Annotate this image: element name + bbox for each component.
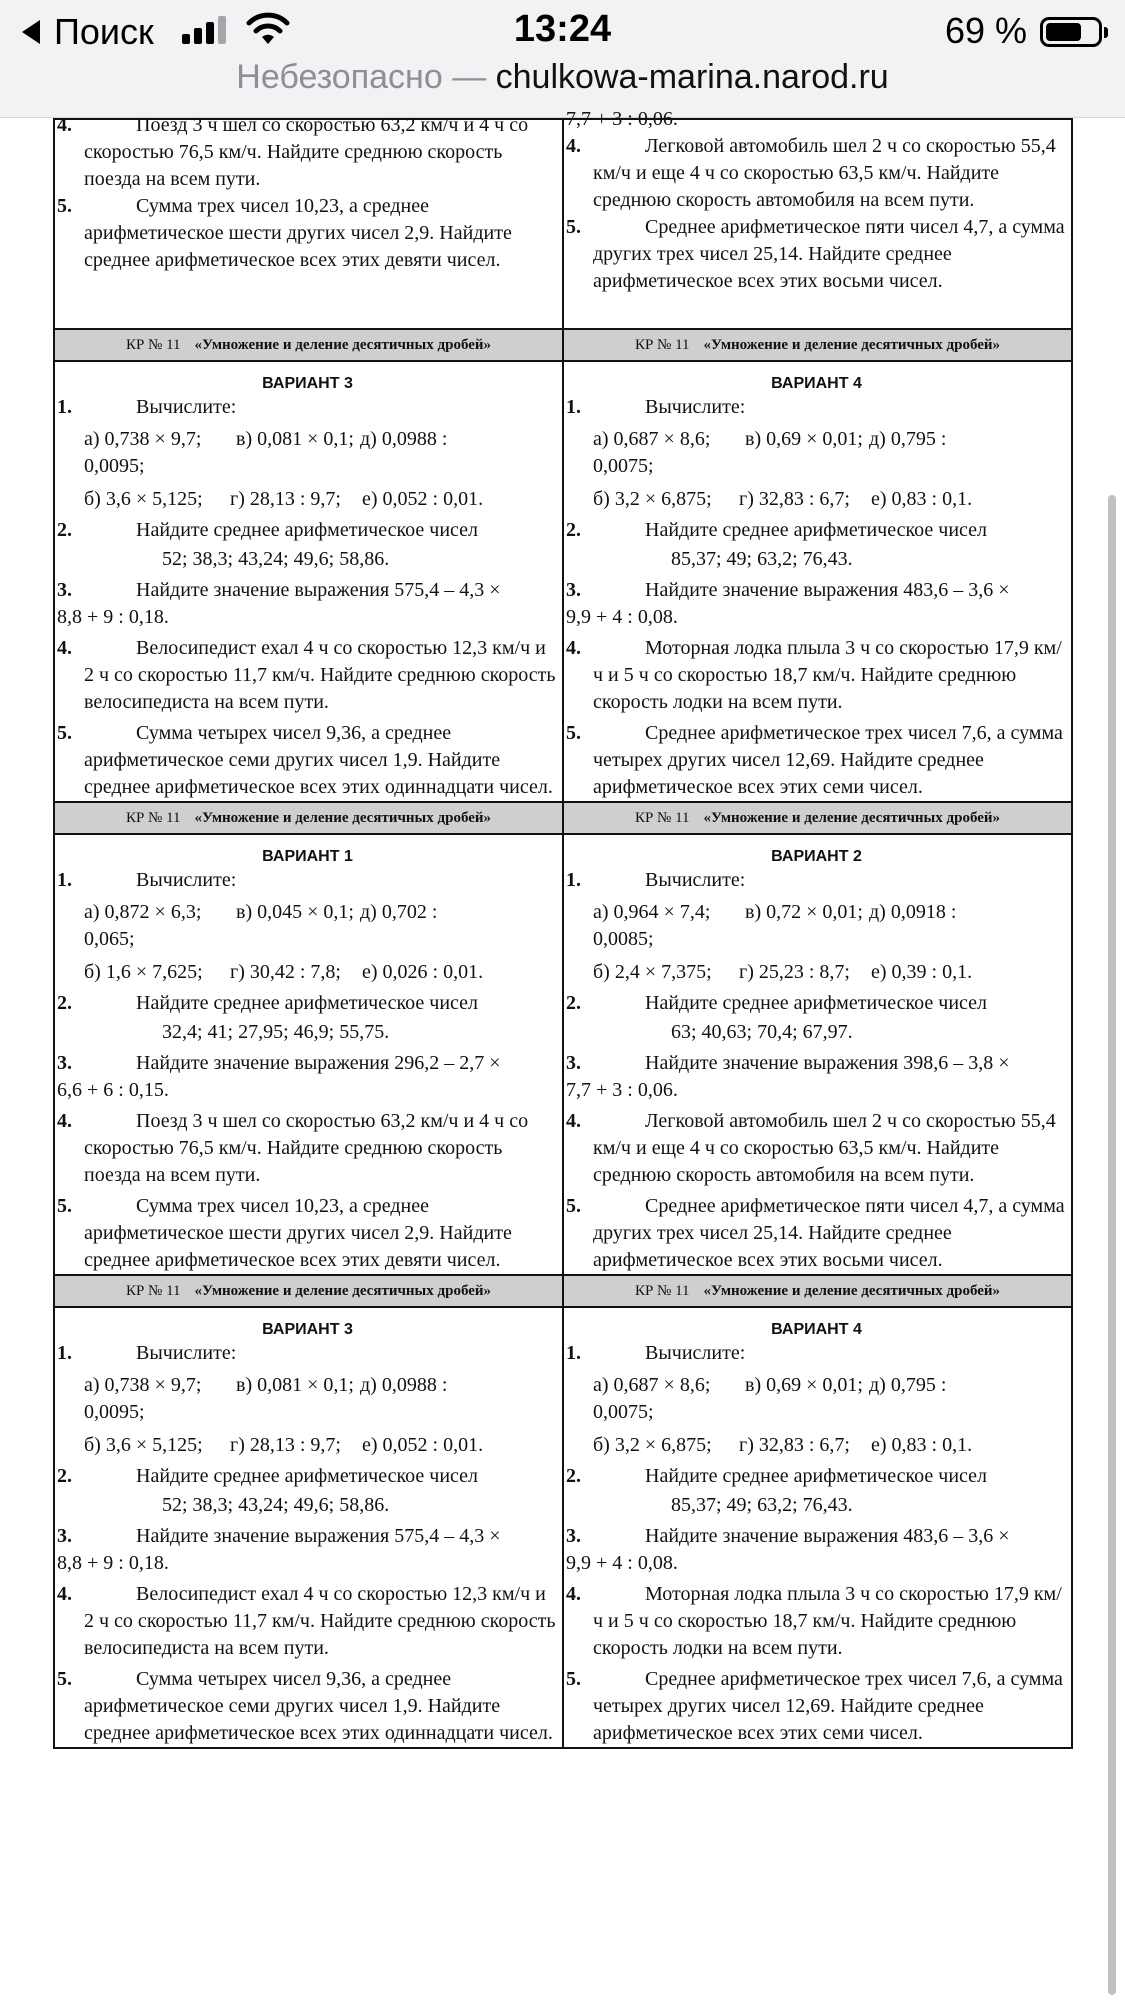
task-4: 4. Моторная лодка плыла 3 ч со скоростью 17,9 км/ч и 5 ч со скоростью 18,7 км/ч. Найдите среднюю скорость лодки на всем пути. [566,1583,1062,1659]
task-1: 1. Вычислите: [57,869,237,891]
task-5: 5. Сумма трех чисел 10,23, а среднее арифметическое шести других чисел 2,9. Найдите среднее арифметическое всех этих девяти чисел. [57,1195,512,1271]
task-2-numbers: 32,4; 41; 27,95; 46,9; 55,75. [162,1021,390,1043]
task-1: 1. Вычислите: [57,396,237,418]
task-2: 2. Найдите среднее арифметическое чисел [57,519,479,541]
task-2-numbers: 85,37; 49; 63,2; 76,43. [671,1494,853,1516]
variant-title: ВАРИАНТ 3 [262,1321,353,1338]
task-3: 3. Найдите значение выражения 575,4 – 4,3 × 8,8 + 9 : 0,18. [57,1525,501,1574]
task-2-numbers: 52; 38,3; 43,24; 49,6; 58,86. [162,1494,390,1516]
worksheet-document [53,108,1071,1749]
task-3-tail: 7,7 + 3 : 0,06. [566,108,678,130]
task-4: 4. Велосипедист ехал 4 ч со скоростью 12,3 км/ч и 2 ч со скоростью 11,7 км/ч. Найдите среднюю скорость велосипедиста на всем пути. [57,637,556,713]
task-4: 4. Легковой автомобиль шел 2 ч со скоростью 55,4 км/ч и еще 4 ч со скоростью 63,5 км/ч. Найдите среднюю скорость автомобиля на всем пути. [566,1110,1056,1186]
variant-row [54,834,1072,1275]
task-1: 1. Вычислите: [566,396,746,418]
section-header-cell [54,329,563,361]
kr-number: КР № 11 [125,810,181,826]
task-4: 4. Легковой автомобиль шел 2 ч со скоростью 55,4 км/ч и еще 4 ч со скоростью 63,5 км/ч. Найдите среднюю скорость автомобиля на всем пути. [566,135,1056,211]
section-header-cell [54,1275,563,1307]
section-header-cell [54,802,563,834]
kr-topic: «Умножение и деление десятичных дробей» [703,1283,1001,1299]
section-header-cell [563,802,1072,834]
url-dash: — [452,58,487,96]
task-3: 3. Найдите значение выражения 296,2 – 2,7 × 6,6 + 6 : 0,15. [57,1052,501,1101]
task-4: 4. Моторная лодка плыла 3 ч со скоростью 17,9 км/ч и 5 ч со скоростью 18,7 км/ч. Найдите среднюю скорость лодки на всем пути. [566,637,1062,713]
task-5: 5. Среднее арифметическое пяти чисел 4,7, а сумма других трех чисел 25,14. Найдите среднее арифметическое всех этих восьми чисел. [566,1195,1065,1271]
task-1-expressions: а) 0,964 × 7,4; в) 0,72 × 0,01; д) 0,0918 : 0,0085; б) 2,4 × 7,375; г) 25,23 : 8,7; е) 0,39 : 0,1. [593,901,973,983]
task-2: 2. Найдите среднее арифметическое чисел [566,1465,988,1487]
kr-topic: «Умножение и деление десятичных дробей» [194,810,492,826]
task-3: 3. Найдите значение выражения 398,6 – 3,8 × 7,7 + 3 : 0,06. [566,1052,1010,1101]
battery-percentage: 69 % [945,10,1028,51]
task-2: 2. Найдите среднее арифметическое чисел [57,1465,479,1487]
browser-chrome [0,0,1125,118]
section-header-row [54,802,1072,834]
task-2: 2. Найдите среднее арифметическое чисел [566,519,988,541]
section-header-cell [563,1275,1072,1307]
variant-row [54,1307,1072,1748]
variant-title: ВАРИАНТ 3 [262,375,353,392]
section-header-row [54,329,1072,361]
task-4: 4. Велосипедист ехал 4 ч со скоростью 12,3 км/ч и 2 ч со скоростью 11,7 км/ч. Найдите среднюю скорость велосипедиста на всем пути. [57,1583,556,1659]
partial-cell-left [54,114,563,329]
task-5: 5. Сумма четырех чисел 9,36, а среднее арифметическое семи других чисел 1,9. Найдите среднее арифметическое всех этих одиннадцати чисел. [57,1668,553,1744]
section-header-cell [563,329,1072,361]
task-1: 1. Вычислите: [566,1342,746,1364]
variant-cell [563,361,1072,802]
variant-title: ВАРИАНТ 2 [771,848,862,865]
task-1-expressions: а) 0,687 × 8,6; в) 0,69 × 0,01; д) 0,795 : 0,0075; б) 3,2 × 6,875; г) 32,83 : 6,7; е) 0,83 : 0,1. [593,1374,973,1456]
task-2-numbers: 52; 38,3; 43,24; 49,6; 58,86. [162,548,390,570]
insecure-label: Небезопасно [236,58,443,96]
kr-topic: «Умножение и деление десятичных дробей» [194,337,492,353]
task-2-numbers: 63; 40,63; 70,4; 67,97. [671,1021,853,1043]
kr-topic: «Умножение и деление десятичных дробей» [194,1283,492,1299]
variant-row [54,361,1072,802]
task-3: 3. Найдите значение выражения 483,6 – 3,6 × 9,9 + 4 : 0,08. [566,1525,1010,1574]
kr-topic: «Умножение и деление десятичных дробей» [703,337,1001,353]
variant-title: ВАРИАНТ 1 [262,848,353,865]
status-time: 13:24 [513,8,612,50]
task-1: 1. Вычислите: [57,1342,237,1364]
address-bar[interactable] [0,58,1125,97]
kr-number: КР № 11 [634,337,690,353]
kr-topic: «Умножение и деление десятичных дробей» [703,810,1001,826]
url-host: chulkowa-marina.narod.ru [495,58,889,96]
task-1: 1. Вычислите: [566,869,746,891]
variant-title: ВАРИАНТ 4 [771,1321,862,1338]
task-3: 3. Найдите значение выражения 483,6 – 3,6 × 9,9 + 4 : 0,08. [566,579,1010,628]
task-2: 2. Найдите среднее арифметическое чисел [566,992,988,1014]
back-label: Поиск [54,11,154,52]
task-4: 4. Поезд 3 ч шел со скоростью 63,2 км/ч и 4 ч со скоростью 76,5 км/ч. Найдите среднюю скорость поезда на всем пути. [57,114,529,190]
task-5: 5. Среднее арифметическое трех чисел 7,6, а сумма четырех других чисел 12,69. Найдите среднее арифметическое всех этих семи чисел. [566,722,1063,798]
battery-nub [1104,27,1108,38]
task-3: 3. Найдите значение выражения 575,4 – 4,3 × 8,8 + 9 : 0,18. [57,579,501,628]
variant-cell [563,834,1072,1275]
task-5: 5. Сумма трех чисел 10,23, а среднее арифметическое шести других чисел 2,9. Найдите среднее арифметическое всех этих девяти чисел. [57,195,512,271]
variant-cell [54,834,563,1275]
task-4: 4. Поезд 3 ч шел со скоростью 63,2 км/ч и 4 ч со скоростью 76,5 км/ч. Найдите среднюю скорость поезда на всем пути. [57,1110,529,1186]
task-5: 5. Среднее арифметическое трех чисел 7,6, а сумма четырех других чисел 12,69. Найдите среднее арифметическое всех этих семи чисел. [566,1668,1063,1744]
worksheet-table [53,108,1073,1749]
scrollbar[interactable] [1108,495,1116,1995]
partial-row [54,119,1072,329]
section-header-row [54,1275,1072,1307]
task-1-expressions: а) 0,738 × 9,7; в) 0,081 × 0,1; д) 0,0988 : 0,0095; б) 3,6 × 5,125; г) 28,13 : 9,7; е) 0,052 : 0,01. [84,428,484,510]
task-1-expressions: а) 0,872 × 6,3; в) 0,045 × 0,1; д) 0,702 : 0,065; б) 1,6 × 7,625; г) 30,42 : 7,8; е) 0,026 : 0,01. [84,901,484,983]
variant-title: ВАРИАНТ 4 [771,375,862,392]
task-2: 2. Найдите среднее арифметическое чисел [57,992,479,1014]
kr-number: КР № 11 [125,1283,181,1299]
task-5: 5. Сумма четырех чисел 9,36, а среднее арифметическое семи других чисел 1,9. Найдите среднее арифметическое всех этих одиннадцати чисел. [57,722,553,798]
variant-cell [54,1307,563,1748]
task-2-numbers: 85,37; 49; 63,2; 76,43. [671,548,853,570]
kr-number: КР № 11 [125,337,181,353]
kr-number: КР № 11 [634,1283,690,1299]
variant-cell [54,361,563,802]
variant-cell [563,1307,1072,1748]
task-1-expressions: а) 0,738 × 9,7; в) 0,081 × 0,1; д) 0,0988 : 0,0095; б) 3,6 × 5,125; г) 28,13 : 9,7; е) 0,052 : 0,01. [84,1374,484,1456]
partial-cell-right [563,108,1072,329]
battery-icon [1040,17,1102,47]
task-1-expressions: а) 0,687 × 8,6; в) 0,69 × 0,01; д) 0,795 : 0,0075; б) 3,2 × 6,875; г) 32,83 : 6,7; е) 0,83 : 0,1. [593,428,973,510]
task-5: 5. Среднее арифметическое пяти чисел 4,7, а сумма других трех чисел 25,14. Найдите среднее арифметическое всех этих восьми чисел. [566,216,1065,292]
kr-number: КР № 11 [634,810,690,826]
status-bar [0,0,1125,62]
